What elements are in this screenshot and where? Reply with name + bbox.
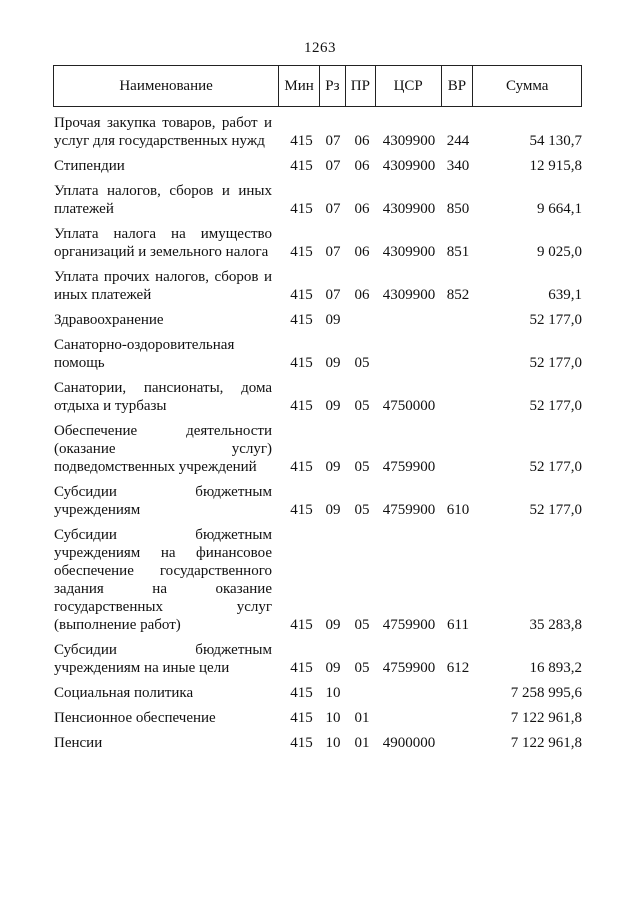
row-vr: 611 (447, 617, 469, 633)
row-rz: 09 (325, 617, 341, 633)
row-rz: 07 (325, 158, 341, 174)
row-csr: 4309900 (382, 287, 436, 303)
row-pr: 05 (354, 398, 370, 414)
page-number: 1263 (304, 40, 336, 56)
row-name: Субсидии бюджетным учреждениям (54, 484, 272, 518)
table-row (53, 526, 582, 634)
row-csr: 4759900 (382, 617, 436, 633)
header-name: Наименование (119, 77, 213, 94)
row-min: 415 (290, 660, 313, 676)
row-vr: 851 (446, 244, 470, 260)
table-row (53, 483, 582, 519)
row-rz: 09 (325, 459, 341, 475)
row-name: Санаторно-оздоровительная помощь (54, 337, 235, 371)
row-pr: 01 (354, 710, 370, 726)
row-vr: 850 (446, 201, 470, 217)
row-min: 415 (290, 312, 313, 328)
table-row (53, 268, 582, 304)
row-pr: 06 (354, 201, 370, 217)
row-min: 415 (290, 735, 313, 751)
row-vr: 612 (446, 660, 470, 676)
row-pr: 05 (354, 459, 370, 475)
row-name: Здравоохранение (54, 312, 164, 328)
table-row (53, 182, 582, 218)
row-csr: 4750000 (382, 398, 436, 414)
row-min: 415 (290, 244, 313, 260)
row-name: Стипендии (54, 158, 125, 174)
header-csr: ЦСР (375, 66, 441, 106)
table-row (53, 114, 582, 150)
row-sum: 52 177,0 (529, 459, 582, 475)
row-name: Санатории, пансионаты, дома отдыха и турбазы (54, 380, 272, 414)
row-rz: 09 (325, 312, 341, 328)
row-csr: 4900000 (382, 735, 436, 751)
table-row (53, 379, 582, 415)
table-row (53, 311, 582, 329)
row-sum: 52 177,0 (529, 398, 582, 414)
row-pr: 05 (354, 617, 370, 633)
row-vr: 340 (446, 158, 470, 174)
row-min: 415 (290, 502, 313, 518)
row-min: 415 (290, 201, 313, 217)
row-name: Социальная политика (54, 685, 194, 701)
row-sum: 35 283,8 (529, 617, 582, 633)
header-min: Мин (278, 66, 319, 106)
row-vr: 610 (446, 502, 470, 518)
row-sum: 52 177,0 (529, 502, 582, 518)
row-name: Субсидии бюджетным учреждениям на финансовое обеспечение государственного задания на оказание государственных услуг (выполнение работ) (54, 527, 272, 633)
row-rz: 10 (325, 735, 341, 751)
row-sum: 639,1 (548, 287, 582, 303)
row-name: Уплата налога на имущество организаций и земельного налога (54, 226, 272, 260)
row-rz: 09 (325, 355, 341, 371)
row-sum: 16 893,2 (529, 660, 582, 676)
row-rz: 10 (325, 710, 341, 726)
row-sum: 52 177,0 (529, 312, 582, 328)
row-pr: 06 (354, 158, 370, 174)
row-min: 415 (290, 158, 313, 174)
row-sum: 9 025,0 (537, 244, 582, 260)
row-pr: 05 (354, 355, 370, 371)
table-row (53, 709, 582, 727)
table-row (53, 157, 582, 175)
row-name: Пенсии (54, 735, 103, 751)
budget-table (53, 65, 582, 752)
row-min: 415 (290, 617, 313, 633)
row-sum: 7 122 961,8 (510, 710, 582, 726)
table-row (53, 422, 582, 476)
row-name: Уплата налогов, сборов и иных платежей (54, 183, 272, 217)
row-rz: 07 (325, 133, 341, 149)
row-rz: 07 (325, 201, 341, 217)
row-csr: 4759900 (382, 660, 436, 676)
row-pr: 06 (354, 287, 370, 303)
row-sum: 7 122 961,8 (510, 735, 582, 751)
row-name: Субсидии бюджетным учреждениям на иные цели (54, 642, 272, 676)
row-csr: 4309900 (382, 133, 436, 149)
table-row (53, 734, 582, 752)
row-min: 415 (290, 133, 313, 149)
row-rz: 07 (325, 244, 341, 260)
row-vr: 244 (446, 133, 470, 149)
row-name: Уплата прочих налогов, сборов и иных платежей (54, 269, 272, 303)
table-row (53, 684, 582, 702)
row-rz: 09 (325, 502, 341, 518)
row-sum: 7 258 995,6 (510, 685, 582, 701)
header-sum: Сумма (472, 66, 581, 106)
row-rz: 09 (325, 660, 341, 676)
row-name: Прочая закупка товаров, работ и услуг для государственных нужд (54, 115, 272, 149)
table-row (53, 336, 582, 372)
row-csr: 4309900 (382, 158, 436, 174)
row-pr: 05 (354, 660, 370, 676)
row-min: 415 (290, 398, 313, 414)
row-vr: 852 (446, 287, 470, 303)
row-sum: 52 177,0 (529, 355, 582, 371)
row-rz: 09 (325, 398, 341, 414)
row-name: Пенсионное обеспечение (54, 710, 216, 726)
row-csr: 4309900 (382, 244, 436, 260)
table-header (53, 65, 582, 107)
row-name: Обеспечение деятельности (оказание услуг) подведомственных учреждений (54, 423, 272, 475)
row-sum: 54 130,7 (529, 133, 582, 149)
header-rz: Рз (319, 66, 345, 106)
row-min: 415 (290, 710, 313, 726)
row-sum: 12 915,8 (529, 158, 582, 174)
row-sum: 9 664,1 (537, 201, 582, 217)
table-row (53, 641, 582, 677)
row-min: 415 (290, 459, 313, 475)
row-min: 415 (290, 287, 313, 303)
row-rz: 07 (325, 287, 341, 303)
row-pr: 06 (354, 244, 370, 260)
row-csr: 4759900 (382, 459, 436, 475)
row-rz: 10 (325, 685, 341, 701)
row-csr: 4759900 (382, 502, 436, 518)
row-csr: 4309900 (382, 201, 436, 217)
row-min: 415 (290, 355, 313, 371)
table-row (53, 225, 582, 261)
row-min: 415 (290, 685, 313, 701)
header-vr: ВР (441, 66, 473, 106)
row-pr: 01 (354, 735, 370, 751)
row-pr: 05 (354, 502, 370, 518)
row-pr: 06 (354, 133, 370, 149)
header-pr: ПР (345, 66, 375, 106)
